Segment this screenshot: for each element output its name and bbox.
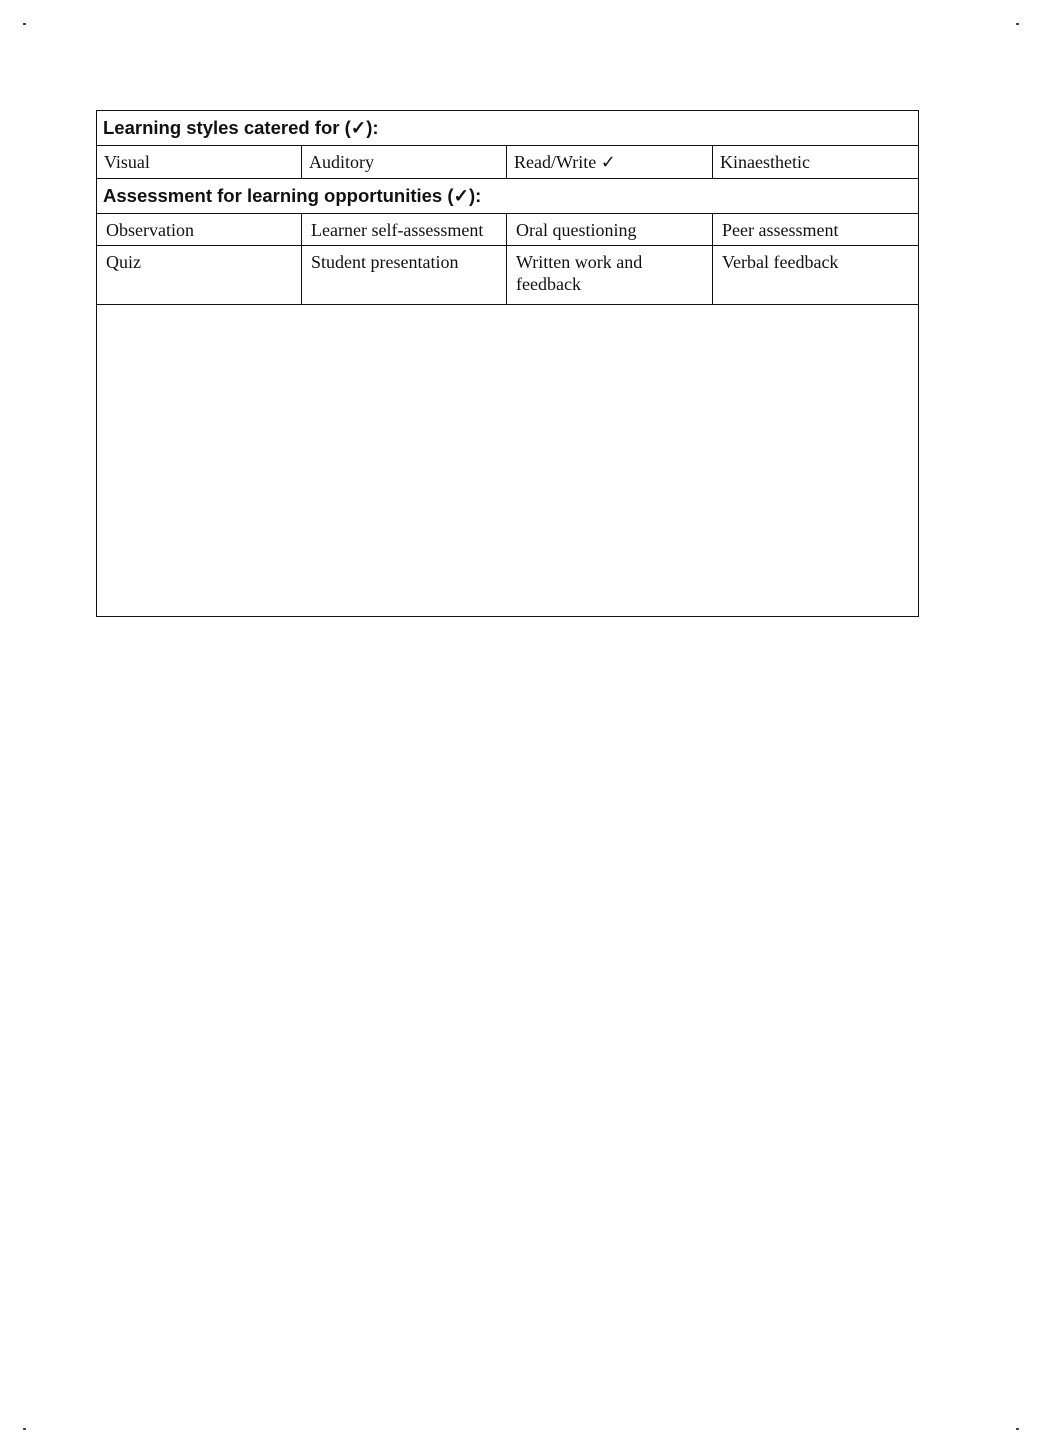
assessment-option-written-work[interactable]: Written work and feedback — [507, 246, 713, 305]
crop-mark-bottom-right — [1016, 1428, 1019, 1430]
learning-style-auditory[interactable] — [302, 146, 507, 179]
assessment-option-observation[interactable]: Observation — [97, 214, 302, 246]
notes-area[interactable] — [97, 305, 919, 617]
learning-style-label: Visual — [104, 152, 150, 172]
learning-style-kinaesthetic[interactable] — [713, 146, 919, 179]
learning-style-visual[interactable] — [97, 146, 302, 179]
crop-mark-top-left — [23, 23, 26, 25]
crop-mark-bottom-left — [23, 1428, 26, 1430]
assessment-option-oral-questioning[interactable]: Oral questioning — [507, 214, 713, 246]
assessment-heading: Assessment for learning opportunities (✓): — [97, 179, 919, 214]
learning-style-label: Kinaesthetic — [720, 152, 810, 172]
assessment-option-self-assessment[interactable]: Learner self-assessment — [302, 214, 507, 246]
checkmark-icon: ✓ — [600, 151, 616, 173]
assessment-option-verbal-feedback[interactable]: Verbal feedback — [713, 246, 919, 305]
lesson-plan-table — [96, 110, 919, 617]
learning-style-label: Auditory — [309, 152, 374, 172]
learning-style-read-write[interactable] — [507, 146, 713, 179]
assessment-option-quiz[interactable]: Quiz — [97, 246, 302, 305]
crop-mark-top-right — [1016, 23, 1019, 25]
assessment-option-student-presentation[interactable]: Student presentation — [302, 246, 507, 305]
learning-styles-heading: Learning styles catered for (✓): — [97, 111, 919, 146]
assessment-option-peer-assessment[interactable]: Peer assessment — [713, 214, 919, 246]
learning-style-label: Read/Write — [514, 151, 597, 172]
